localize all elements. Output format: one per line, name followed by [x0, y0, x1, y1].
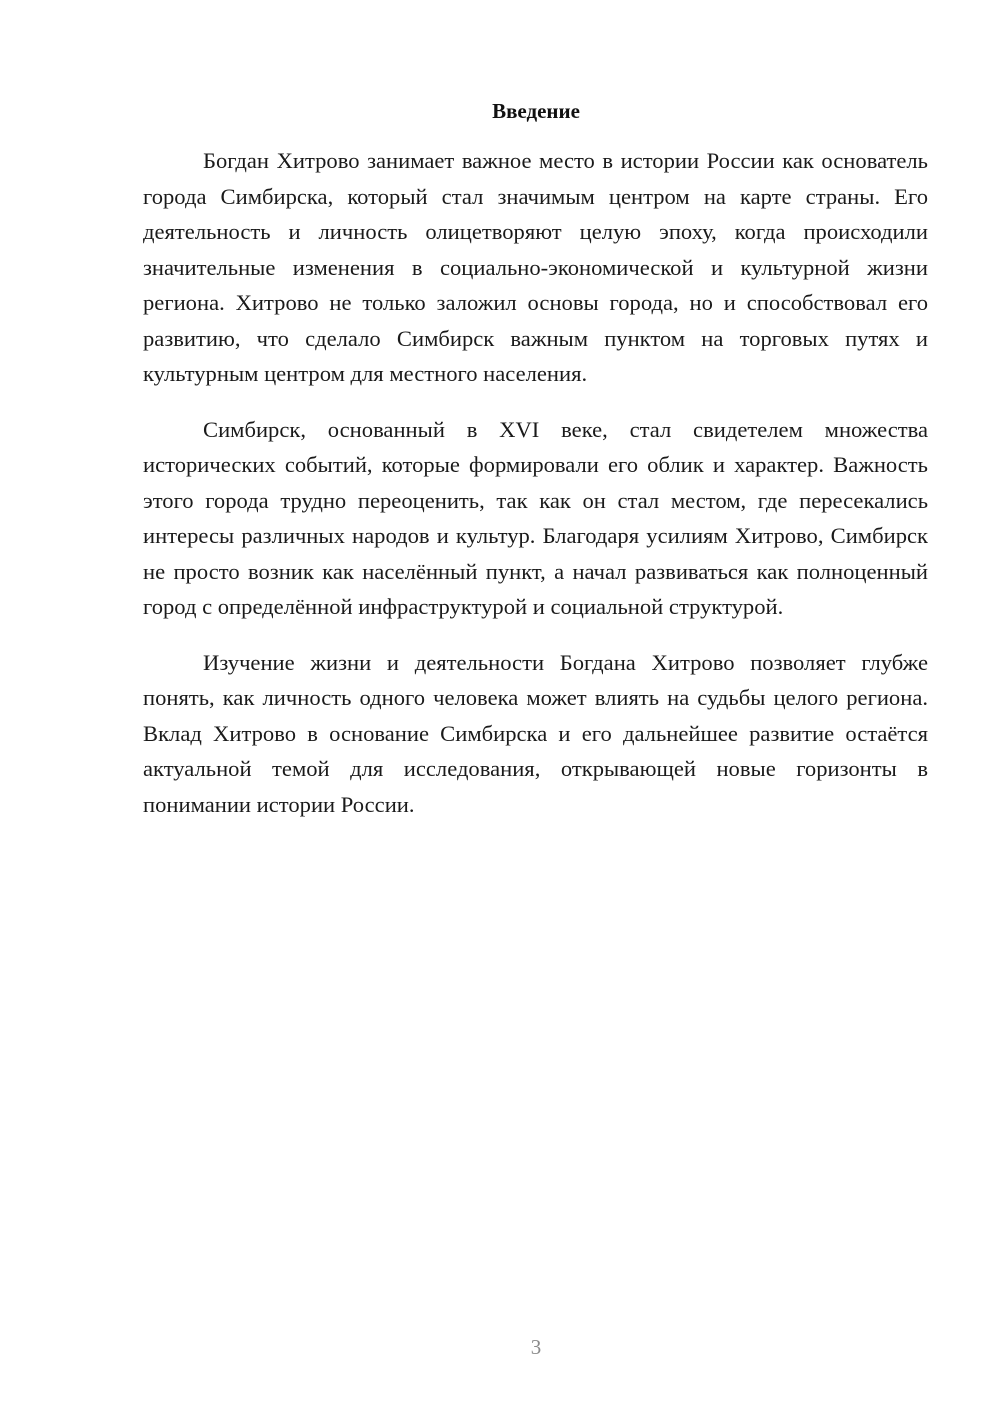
- paragraph-2: Симбирск, основанный в XVI веке, стал свидетелем множества исторических событий, которые формировали его облик и характер. Важность этого города трудно переоценить, так как он стал местом, где пересекались интересы различных народов и культур. Благодаря усилиям Хитрово, Симбирск не просто возник как населённый пункт, а начал развиваться как полноценный город с определённой инфраструктурой и социальной структурой.: [143, 416, 928, 619]
- paragraph-3: Изучение жизни и деятельности Богдана Хитрово позволяет глубже понять, как личность одного человека может влиять на судьбы целого региона. Вклад Хитрово в основание Симбирска и его дальнейшее развитие остаётся актуальной темой для исследования, открывающей новые горизонты в понимании истории России.: [143, 649, 928, 817]
- body-text: [143, 143, 928, 842]
- section-heading: Введение: [492, 99, 580, 123]
- page-number: 3: [530, 1335, 542, 1359]
- paragraph-1: Богдан Хитрово занимает важное место в истории России как основатель города Симбирска, который стал значимым центром на карте страны. Его деятельность и личность олицетворяют целую эпоху, когда происходили значительные изменения в социально-экономической и культурной жизни региона. Хитрово не только заложил основы города, но и способствовал его развитию, что сделало Симбирск важным пунктом на торговых путях и культурным центром для местного населения.: [143, 148, 928, 386]
